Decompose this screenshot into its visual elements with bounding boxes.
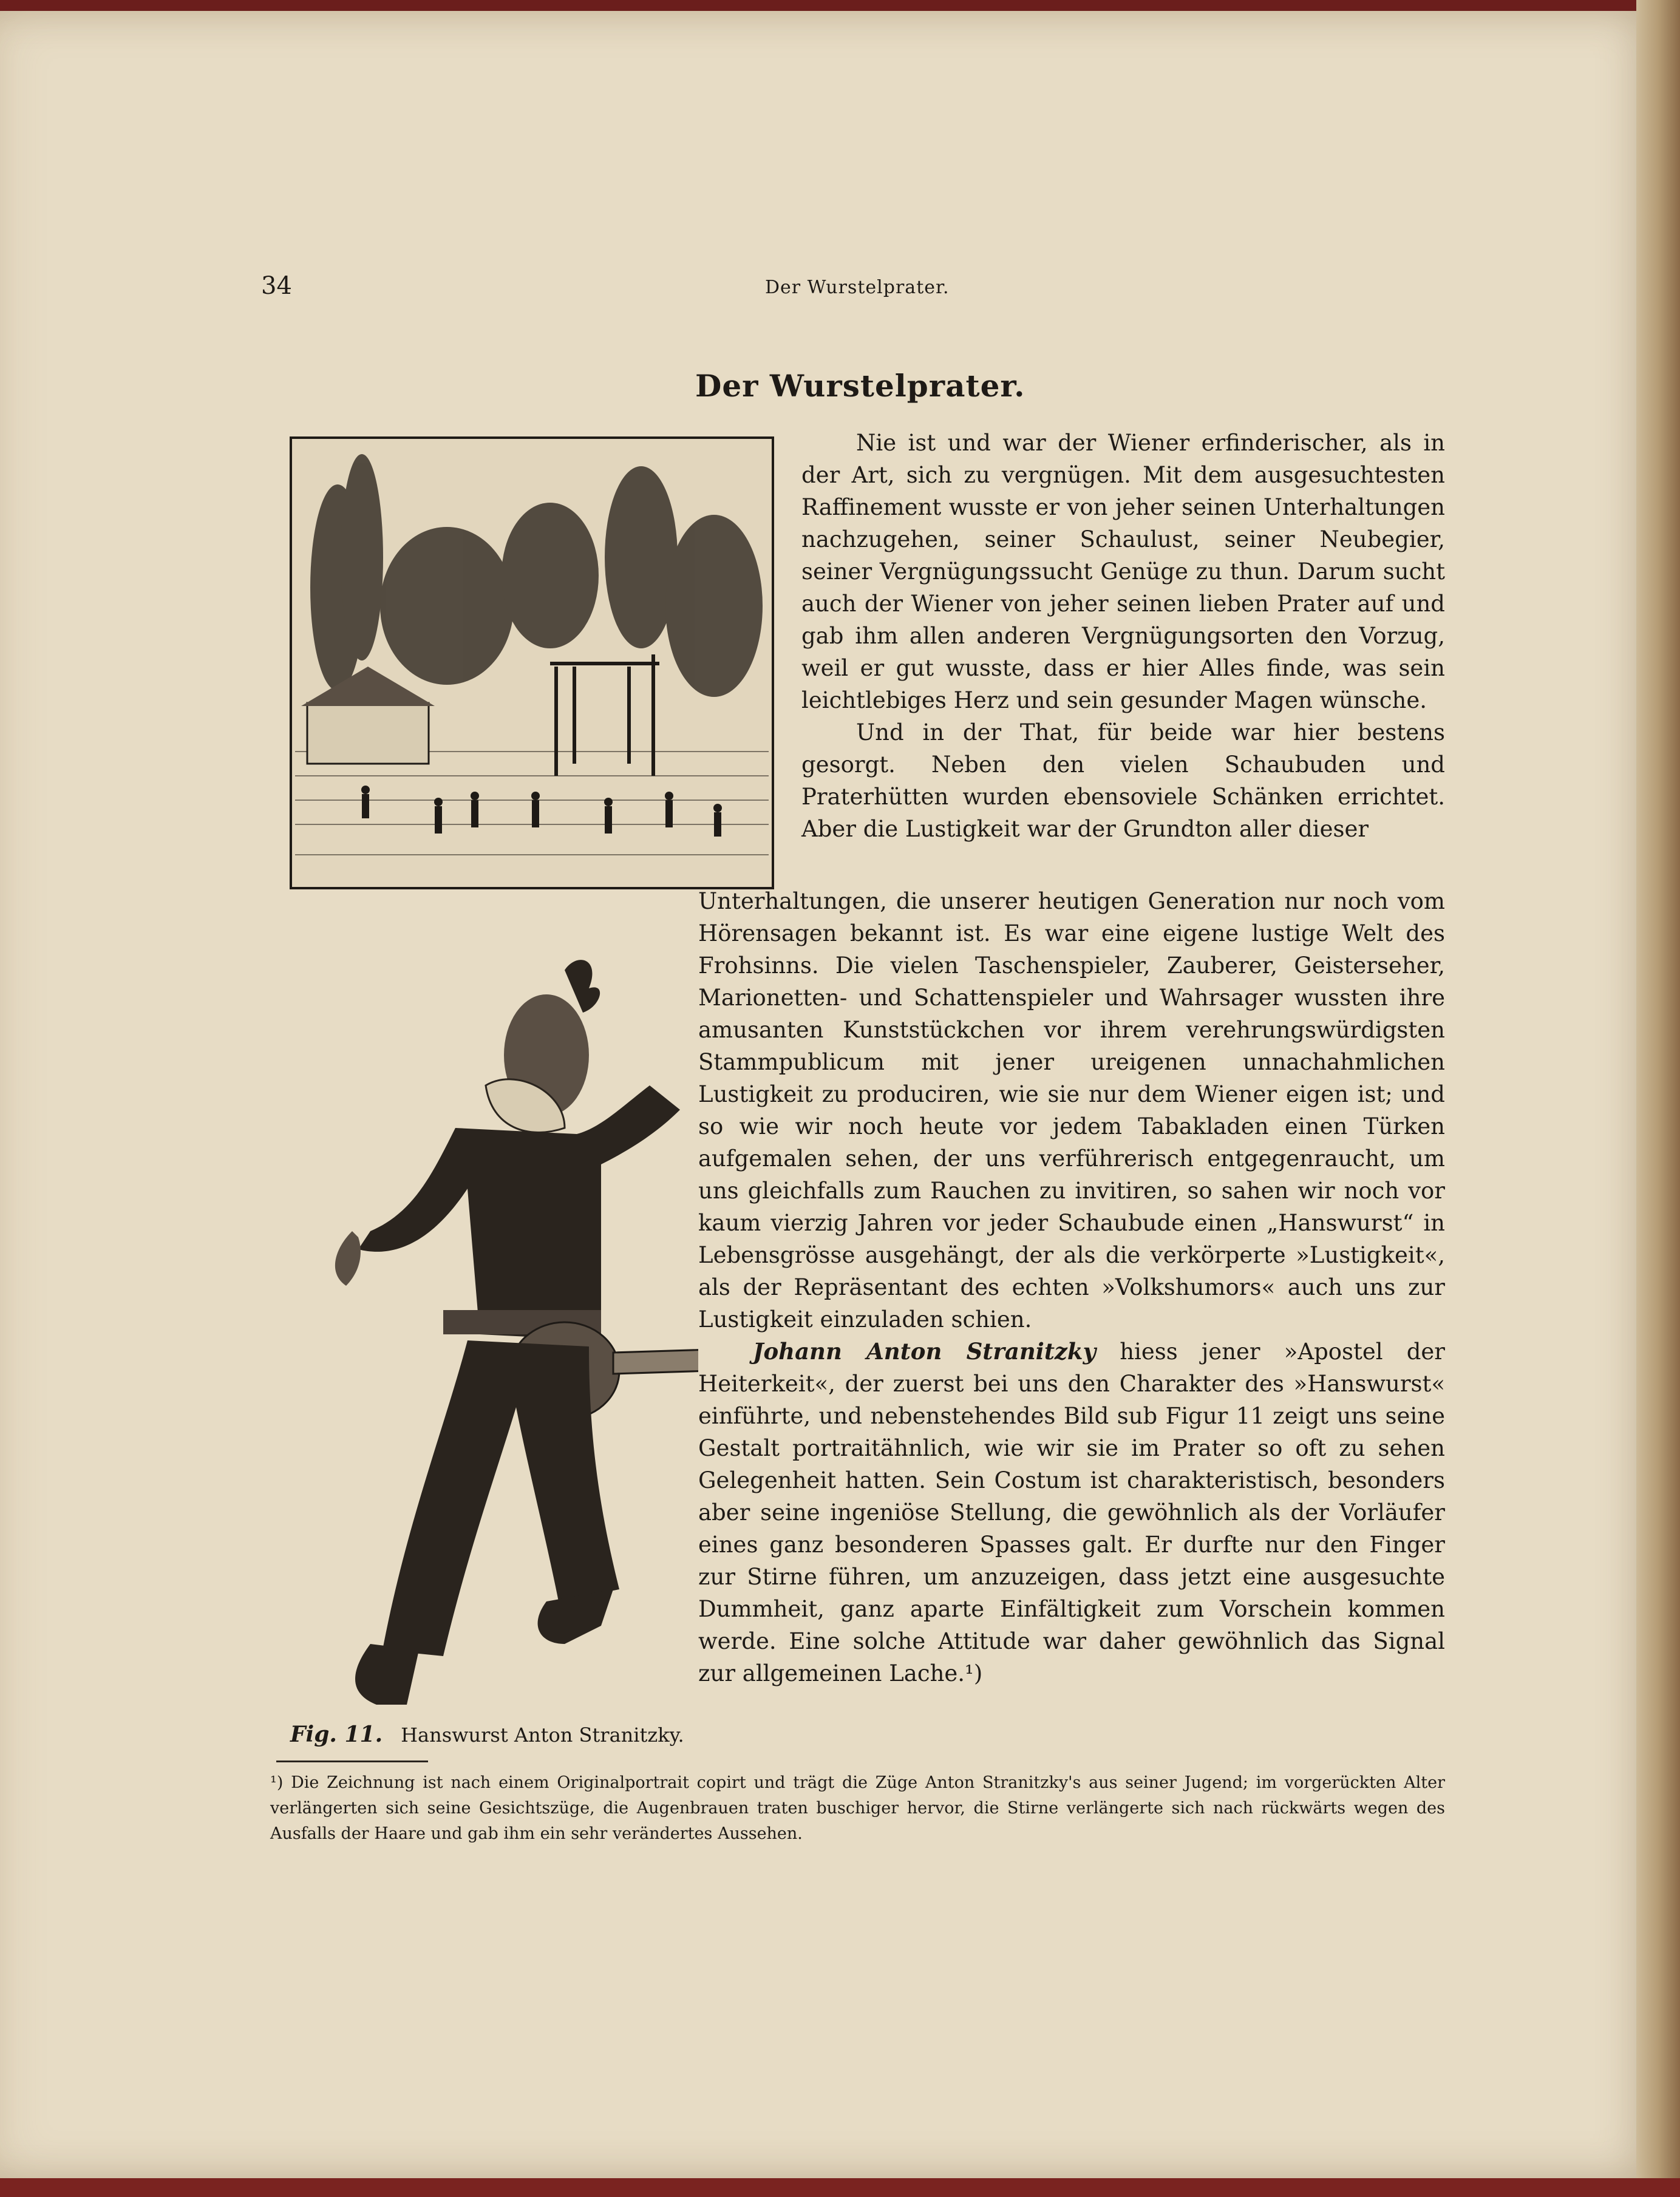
paragraph-3-text: hiess jener »Apostel der Heiterkeit«, der zuerst bei uns den Charakter des »Hanswurst« einführte, und nebenstehendes Bild sub Figur 11 zeigt uns seine Gestalt portraitähnlich, wie wir sie im Prater so oft zu sehen Gelegenheit hatten. Sein Costum ist charakteristisch, besonders aber seine ingeniöse Stellung, die gewöhnlich als der Vorläufer eines ganz besonderen Spasses galt. Er durfte nur den Finger zur Stirne führen, um anzuzeigen, dass jetzt eine ausgesuchte Dummheit, ganz aparte Einfältigkeit zum Vorschein kommen werde. Eine solche Attitude war daher gewöhnlich das Signal zur allgemeinen Lache.¹) bbox=[698, 1339, 1445, 1686]
stranitzky-name: Johann Anton Stranitzky bbox=[753, 1338, 1097, 1365]
text-column-upper bbox=[801, 427, 1445, 845]
footnote: ¹) Die Zeichnung ist nach einem Originalportrait copirt und trägt die Züge Anton Stranitzky's aus seiner Jugend; im vorgerückten Alter verlängerten sich seine Gesichtszüge, die Augenbrauen traten buschiger hervor, die Stirne verlängerte sich nach rückwärts wegen des Ausfalls der Haare und gab ihm ein sehr verändertes Aussehen. bbox=[270, 1773, 1445, 1843]
paragraph-1: Nie ist und war der Wiener erfinderischer, als in der Art, sich zu vergnügen. Mit dem ausgesuchtesten Raffinement wusste er von jeher seinen Unterhaltungen nachzugehen, seiner Schaulust, seiner Neubegier, seiner Vergnügungssucht Genüge zu thun. Darum sucht auch der Wiener von jeher seinen lieben Prater auf und gab ihm allen anderen Vergnügungsorten den Vorzug, weil er gut wusste, dass er hier Alles finde, was sein leichtlebiges Herz und sein gesunder Magen wünsche. bbox=[801, 430, 1445, 713]
page-number: 34 bbox=[261, 272, 292, 300]
paragraph-2-continued: Unterhaltungen, die unserer heutigen Generation nur noch vom Hörensagen bekannt ist. Es war eine eigene lustige Welt des Frohsinns. Die vielen Taschenspieler, Zauberer, Geisterseher, Marionetten- und Schattenspieler und Wahrsager wussten ihre amusanten Kunststückchen vor ihrem verehrungswürdigsten Stammpublicum mit jener ureigenen unnachahmlichen Lustigkeit zu produciren, wie sie nur dem Wiener eigen ist; und so wie wir noch heute vor jedem Tabakladen einen Türken aufgemalen sehen, der uns verführerisch entgegenraucht, um uns gleichfalls zum Rauchen zu invitiren, so sahen wir noch vor kaum vierzig Jahren vor jeder Schaubude einen „Hanswurst“ in Lebensgrösse ausgehängt, der als die verkörperte »Lustigkeit«, als der Repräsentant des echten »Volkshumors« auch uns zur Lustigkeit einzuladen schien. bbox=[698, 888, 1445, 1333]
prater-scene-illustration bbox=[289, 436, 775, 890]
paragraph-2-start: Und in der That, für beide war hier bestens gesorgt. Neben den vielen Schaubuden und Praterhütten wurden ebensoviele Schänken errichtet. Aber die Lustigkeit war der Grundton aller dieser bbox=[801, 719, 1445, 842]
book-spine-edge bbox=[1636, 0, 1680, 2197]
figure-label: Fig. 11. bbox=[290, 1722, 383, 1747]
paragraph-3 bbox=[698, 1336, 1445, 1689]
hanswurst-illustration bbox=[261, 946, 698, 1717]
text-column-lower bbox=[698, 885, 1445, 1689]
running-title: Der Wurstelprater. bbox=[765, 277, 950, 298]
footnote-rule bbox=[276, 1761, 428, 1762]
chapter-title: Der Wurstelprater. bbox=[695, 368, 1025, 404]
book-bottom-edge bbox=[0, 2178, 1680, 2197]
book-page bbox=[0, 11, 1658, 2178]
figure-caption-text: Hanswurst Anton Stranitzky. bbox=[401, 1723, 684, 1747]
figure-caption bbox=[290, 1722, 684, 1747]
